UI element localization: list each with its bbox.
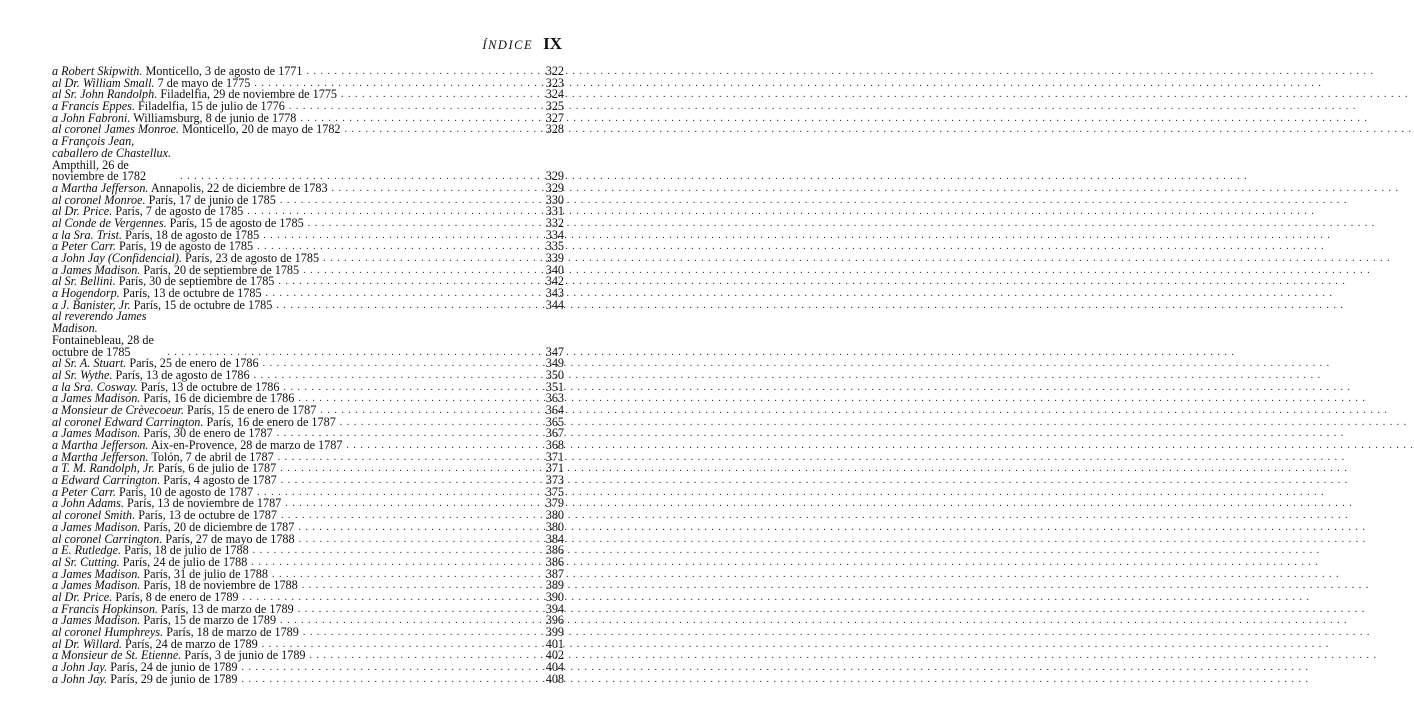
recipient: al Sr. Cutting. [52,554,120,569]
recipient: a Peter Carr. [52,239,116,254]
leader-dots [281,510,528,522]
page-ref: 325 [545,99,564,114]
leader-dots [280,195,528,207]
leader-dots [341,89,528,101]
header-label: ÍNDICE [482,38,534,52]
recipient: a la Sra. Trist. [52,227,123,242]
running-header [482,34,562,54]
place-date: París, 17 de junio de 1785 [148,192,276,207]
toc-entry [52,671,564,686]
leader-dots [242,674,529,686]
page-ref: 327 [545,110,564,125]
page-ref: 396 [545,613,564,628]
recipient: al Dr. Price. [52,204,113,219]
recipient: al coronel Edward Carrington. [52,414,204,429]
place-date: París, 29 de junio de 1789 [110,671,238,686]
page-ref: 371 [545,461,564,476]
page-ref: 344 [545,297,564,312]
leader-dots [278,276,528,288]
place-date: París, 13 de octubre de 1785 [122,286,262,301]
leader-dots [298,393,528,405]
recipient: a James Madison. [52,613,141,628]
recipient: a James Madison. [52,566,141,581]
leader-dots [345,124,528,136]
place-date: Filadelfia, 15 de julio de 1776 [137,99,285,114]
place-date: París, 18 de agosto de 1785 [125,227,260,242]
place-date: Annapolis, 22 de diciembre de 1783 [150,180,328,195]
place-date: París, 18 de noviembre de 1788 [143,578,298,593]
page-ref: 330 [545,192,564,207]
table-of-contents [52,66,564,685]
page-ref: 387 [545,566,564,581]
place-date: Williamsburg, 8 de junio de 1778 [133,110,297,125]
place-date: París, 20 de diciembre de 1787 [143,519,295,534]
recipient: a Francis Hopkinson. [52,601,158,616]
page-ref: 373 [545,473,564,488]
page-ref: 332 [545,215,564,230]
leader-dots [280,463,528,475]
leader-dots [251,557,528,569]
page-ref: 399 [545,625,564,639]
place-date: París, 27 de mayo de 1788 [165,531,295,546]
place-date: París, 13 de noviembre de 1787 [126,496,282,511]
leader-dots [340,417,528,429]
place-date: París, 13 de octubre de 1787 [138,508,277,523]
place-date: Tolón, 7 de abril de 1787 [151,449,274,464]
place-date: París, 18 de marzo de 1789 [166,625,299,639]
page-ref: 386 [545,554,564,569]
leader-dots [298,522,528,534]
page-ref: 408 [545,671,564,686]
page-ref: 331 [545,204,564,219]
place-date: París, 24 de julio de 1788 [122,554,248,569]
leader-dots [298,604,528,616]
recipient: a Monsieur de Crèvecoeur. [52,402,184,417]
toc-entry [52,311,564,358]
leader-dots [280,615,528,627]
place-date: Fontainebleau, 28 de octubre de 1785 [52,332,154,359]
page-ref: 367 [545,426,564,441]
recipient: a James Madison. [52,519,141,534]
place-date: Aix-en-Provence, 28 de marzo de 1787 [150,438,343,452]
leader-dots [332,183,528,195]
leader-dots [303,627,528,639]
place-date: París, 24 de junio de 1789 [110,660,238,675]
place-date: París, 30 de septiembre de 1785 [118,274,275,289]
page-ref: 364 [545,402,564,417]
page-ref: 380 [545,519,564,534]
leader-dots [263,358,528,370]
leader-dots [281,475,528,487]
place-date: París, 19 de agosto de 1785 [119,239,254,254]
leader-dots [346,440,528,452]
recipient: al Sr. John Randolph. [52,87,158,102]
place-date: París, 15 de agosto de 1785 [169,215,304,230]
place-date: París, 4 agosto de 1787 [163,473,277,488]
recipient: a John Fabroni. [52,110,131,125]
recipient: a Robert Skipwith. [52,64,143,78]
place-date: París, 15 de octubre de 1785 [133,297,273,312]
page-ref: 379 [545,496,564,511]
recipient: al coronel Humphreys. [52,625,164,639]
page-ref: 384 [545,531,564,546]
place-date: París, 24 de marzo de 1789 [125,636,258,651]
leader-dots [263,230,528,242]
recipient: al coronel Carrington. [52,531,163,546]
place-date: París, 23 de agosto de 1785 [185,251,320,265]
place-date: París, 10 de agosto de 1787 [119,484,254,499]
recipient: al coronel Monroe. [52,192,146,207]
page-ref: 347 [545,344,564,359]
recipient: a Peter Carr. [52,484,116,499]
recipient: al reverendo James Madison. [52,309,147,336]
page-ref: 365 [545,414,564,429]
recipient: al Dr. William Small. [52,75,155,90]
leader-dots [289,101,528,113]
place-date: París, 7 de agosto de 1785 [115,204,244,219]
leader-dots [308,218,528,230]
leader-dots [266,288,528,300]
recipient: a James Madison. [52,391,141,406]
page-ref: 350 [545,367,564,382]
place-date: París, 15 de enero de 1787 [187,402,317,417]
page-ref: 335 [545,239,564,254]
leader-dots [323,253,528,265]
page-ref: 380 [545,508,564,523]
place-date: París, 6 de julio de 1787 [157,461,277,476]
place-date: París, 18 de julio de 1788 [124,543,249,558]
page-ref: 340 [545,262,564,277]
recipient: al Sr. Wythe. [52,367,113,382]
leader-dots [253,545,528,557]
leader-dots [299,534,528,546]
recipient: a J. Banister, Jr. [52,297,131,312]
place-date: Ampthill, 26 de noviembre de 1782 [52,157,147,184]
page-ref: 386 [545,543,564,558]
place-date: París, 13 de agosto de 1786 [115,367,250,382]
page-ref: 322 [545,64,564,78]
page-ref: 343 [545,286,564,301]
place-date: París, 8 de enero de 1789 [115,589,239,604]
recipient: a la Sra. Cosway. [52,379,138,394]
recipient: a François Jean, caballero de Chastellux. [52,134,172,160]
page-ref: 342 [545,274,564,289]
page-ref: 368 [545,438,564,452]
recipient: a Francis Eppes. [52,99,135,114]
leader-dots [284,382,529,394]
page-ref: 394 [545,601,564,616]
page-ref: 334 [545,227,564,242]
recipient: a Hogendorp. [52,286,120,301]
recipient: al Conde de Vergennes. [52,215,167,230]
recipient: a T. M. Randolph, Jr. [52,461,155,476]
page-ref: 328 [545,122,564,137]
page-ref: 351 [545,379,564,394]
leader-dots [302,580,528,592]
leader-dots [320,405,528,417]
place-date: 7 de mayo de 1775 [157,75,251,90]
recipient: a Martha Jefferson. [52,438,149,452]
recipient: a Monsieur de St. Etienne. [52,648,182,663]
place-date: París, 16 de enero de 1787 [206,414,336,429]
recipient: a John Adams. [52,496,124,511]
recipient: a E. Rutledge. [52,543,122,558]
recipient: a John Jay. [52,671,108,686]
leader-dots [272,569,528,581]
page-ref: 363 [545,391,564,406]
page-ref: 404 [545,660,564,675]
toc-entry [52,136,564,183]
leader-dots [278,452,528,464]
recipient: al Sr. Bellini. [52,274,116,289]
recipient: al Dr. Willard. [52,636,122,651]
page-ref: 324 [545,87,564,102]
leader-dots [276,300,528,312]
recipient: a John Jay (Confidencial). [52,251,182,265]
place-date: París, 31 de julio de 1788 [143,566,268,581]
recipient: a James Madison. [52,426,141,441]
place-date: París, 20 de septiembre de 1785 [143,262,300,277]
recipient: a Edward Carrington. [52,473,161,488]
page-ref: 339 [545,251,564,265]
leader-dots [310,650,528,662]
place-date: Filadelfia, 29 de noviembre de 1775 [160,87,338,102]
recipient: a John Jay. [52,660,108,675]
place-date: París, 15 de marzo de 1789 [143,613,277,628]
leader-dots [285,498,528,510]
place-date: París, 13 de marzo de 1789 [161,601,294,616]
place-date: Monticello, 3 de agosto de 1771 [145,64,303,78]
place-date: París, 25 de enero de 1786 [129,356,259,371]
page-ref: 401 [545,636,564,651]
page-ref: 371 [545,449,564,464]
leader-dots [303,265,528,277]
page-ref: 390 [545,589,564,604]
page-ref: 329 [545,169,564,184]
page-ref: 349 [545,356,564,371]
leader-dots [254,370,528,382]
page-ref: 375 [545,484,564,499]
page-ref: 323 [545,75,564,90]
leader-dots [242,662,529,674]
page-ref: 389 [545,578,564,593]
recipient: al coronel Smith. [52,508,136,523]
place-date: París, 16 de diciembre de 1786 [143,391,295,406]
recipient: al Sr. A. Stuart. [52,356,127,371]
leader-dots [257,487,528,499]
recipient: al coronel James Monroe. [52,122,180,137]
place-date: París, 13 de octubre de 1786 [140,379,280,394]
recipient: a Martha Jefferson. [52,180,149,195]
place-date: Monticello, 20 de mayo de 1782 [182,122,341,137]
recipient: al Dr. Price. [52,589,113,604]
place-date: París, 3 de junio de 1789 [184,648,306,663]
page-number: IX [543,34,562,53]
recipient: a James Madison. [52,578,141,593]
recipient: a James Madison. [52,262,141,277]
recipient: a Martha Jefferson. [52,449,149,464]
leader-dots [307,66,529,78]
page-ref: 329 [545,180,564,195]
page-ref: 402 [545,648,564,663]
place-date: París, 30 de enero de 1787 [143,426,273,441]
